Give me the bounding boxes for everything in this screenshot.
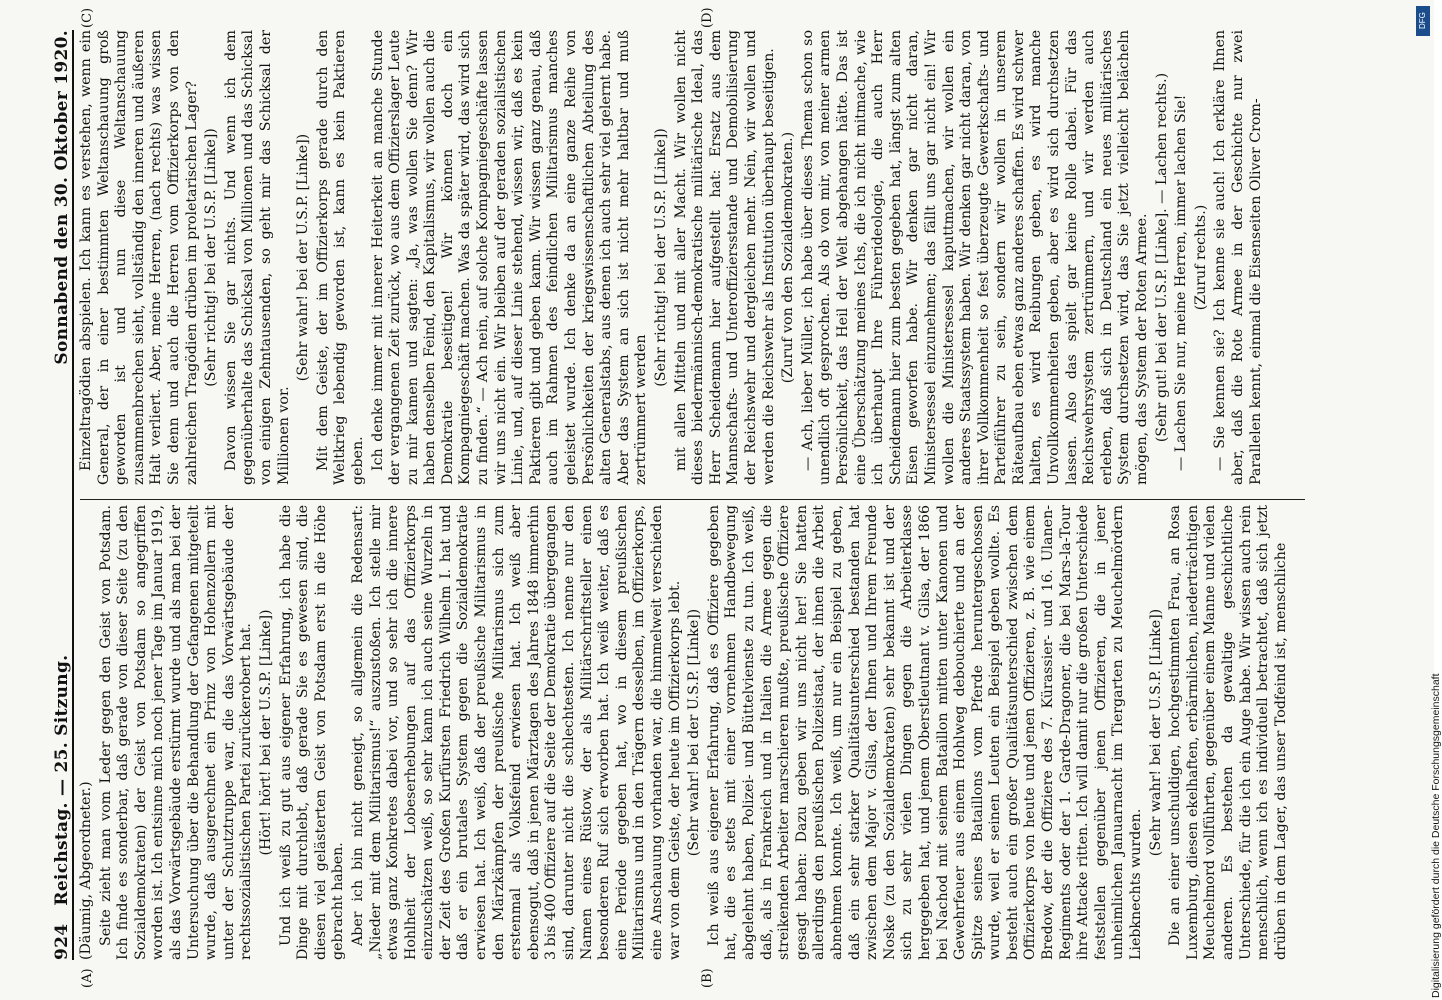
sidebar [1412,8,1442,998]
header-left-title: Reichstag. — 25. Sitzung. [52,654,72,906]
paragraph: (Sehr richtig! bei der U.S.P. [Linke]) [203,128,220,387]
paragraph: (Hört! hört! bei der U.S.P. [Linke]) [257,609,274,856]
paragraph: — Ach, lieber Müller, ich habe über dieses Thema schon so unendlich oft gesprochen. Als ob von mir, von meiner armen Persönlichkeit, das Heil der Welt abgehangen hätte. Das ist eine Überschätzung meines Ichs, die ich nicht mitmache, wie ich überhaupt Ihre Führerideologie, die auch Herr Scheidemann hier zum besten gegeben hat, längst zum alten Eisen geworfen habe. Wir denken gar nicht daran, Ministersessel einzunehmen; das fällt uns gar nicht ein! Wir wollen die Ministersessel kaputtmachen, wir wollen ein anderes Staatssystem haben. Wir denken gar nicht daran, von ihrer Vollkommenheit so fest überzeugte Gewerkschafts- und Parteiführer zu sein, sondern wir wollen in unserem Räteaufbau eben etwas ganz anderes schaffen. Es wird schwer halten, es wird Reibungen geben, es wird manche Unvollkommenheiten geben, aber es wird sich durchsetzen lassen. Also das spielt gar keine Rolle dabei. Für das Reichswehrsystem zertrümmern, und wir werden auch erleben, daß sich in Deutschland ein neues militärisches System durchsetzen wird, das Sie jetzt vielleicht belächeln mögen, das System der Roten Armee. [799,30,1151,485]
dfg-logo: DFG [1416,6,1430,36]
paragraph: Ich denke immer mit innerer Heiterkeit an manche Stunde der vergangenen Zeit zurück, wo aus dem Offizierslager Leute zu mir kamen und sagten: „Ja, was wollen Sie denn? Wir haben denselben Feind, den Kapitalismus, wir wollen auch die Demokratie beseitigen! Wir können doch ein Kompagniegeschäft machen. Was da später wird, das wird sich zu finden.“ — Ach nein, auf solche Kompagniegeschäfte lassen wir uns nicht ein. Wir bleiben auf der geraden sozialistischen Linie, und, auf dieser Linie stehend, wissen wir, daß es kein Paktieren gibt und geben kann. Wir wissen ganz genau, daß auch im Rahmen des feindlichen Militarismus manches geleistet wurde. Ich denke da an eine ganze Reihe von Persönlichkeiten der kriegswissenschaftlichen Abteilung des alten Generalstabs, aus denen ich auch sehr viel gelernt habe. Aber das System an sich ist nicht mehr haltbar und muß zertrümmert werden [369,30,650,485]
paragraph: (Sehr gut! bei der U.S.P. [Linke]. — Lachen rechts.) [1153,72,1170,443]
paragraph: (Sehr wahr! bei der U.S.P. [Linke]) [686,608,703,857]
header-date: Sonnabend den 30. Oktober 1920. [52,30,72,365]
marker-a: (A) [80,968,95,988]
paragraph: (Sehr richtig! bei der U.S.P. [Linke]) [653,128,669,387]
funding-notice: Digitalisierung gefördert durch die Deutsche Forschungsgemeinschaft [1430,673,1442,998]
page-header [32,30,74,960]
paragraph: Die an einer unschuldigen, hochgestimmten Frau, an Rosa Luxemburg, diesen ekelhaften, erbärmlichen, niederträchtigen Meuchelmord vollführten, gegenüber einem Manne und vielen anderen. Es bestehen da gewaltige geschichtliche Unterschiede, für die ich ein Auge habe. Wir wissen auch rein menschlich, wenn ich es individuell betrachtet, daß sich jetzt drüben in dem Lager, das unser Todfeind ist, menschliche [1167,505,1289,960]
paragraph: (Sehr wahr! bei der U.S.P. [Linke]) [295,133,312,382]
page-number: 924 [52,923,72,960]
columns [78,30,1308,960]
paragraph: Seite zieht man vom Leder gegen den Geist von Potsdam. Ich finde es sonderbar, daß gerade von dieser Seite (zu den Sozialdemokraten) der Geist von Potsdam so angegriffen worden ist. Ich entsinne mich noch jener Tage im Januar 1919, als das Vorwärtsgebäude erstürmt wurde und als man bei der Untersuchung über die Behandlung der Gefangenen mitgeteilt wurde, daß ausgerechnet ein Prinz von Hohenzollern mit unter der Schutztruppe war, die das Vorwärtsgebäude der rechtssozialistischen Partei zurückerobert hat. [97,505,255,960]
paragraph: Davon wissen Sie gar nichts. Und wenn ich dem gegenüberhalte das Schicksal von Millionen und das Schicksal von einigen Zehntausenden, so geht mir das Schicksal der Millionen vor. [222,30,292,485]
paragraph: Und ich weiß zu gut aus eigener Erfahrung, ich habe die Dinge mit durchlebt, daß gerade Sie es gewesen sind, die diesen viel gelästerten Geist von Potsdam erst in die Höhe gebracht haben. [277,505,347,960]
paragraph: Ich weiß aus eigener Erfahrung, daß es Offiziere gegeben hat, die es stets mit einer vornehmen Handbewegung abgelehnt haben, Polizei- und Büttelvienste zu tun. Ich weiß, daß, als in Frankreich und in Italien die Armee gegen die streikenden Arbeiter marschieren mußte, preußische Offiziere gesagt haben: Dazu geben wir uns nicht her! Sie hatten allerdings den preußischen Polizeistaat, der ihnen die Arbeit abnehmen konnte. Ich weiß, um nur ein Beispiel zu geben, daß ein sehr starker Qualitätsunterschied bestanden hat zwischen dem Major v. Gilsa, der Ihnen und Ihrem Freunde Noske (zu den Sozialdemokraten) sehr bekannt ist und der sich zu sehr vielen Dingen gegen die Arbeiterklasse hergegeben hat, und jenem Oberstleutnant v. Gilsa, der 1866 bei Nachod mit seinem Bataillon mitten unter Kanonen und Gewehrfeuer aus einem Hohlweg debouchierte und an der Spitze seines Bataillons vom Pferde heruntergeschossen wurde, weil er seinen Leuten ein Beispiel geben wollte. Es besteht auch ein großer Qualitätsunterschied zwischen dem Offizierkorps von heute und jenen Offizieren, z. B. wie einem Bredow, der die Offiziere des 7. Kürassier- und 16. Ulanen-Regiments oder der 1. Garde-Dragoner, die bei Mars-la-Tour ihre Attacke ritten. Ich will damit nur die großen Unterschiede feststellen gegenüber jenen Offizieren, die in jener unheimlichen Januarnacht im Tiergarten zu Meuchelmördern Liebknechts wurden. [705,505,1145,960]
marker-c: (C) [80,7,95,28]
paragraph: mit allen Mitteln und mit aller Macht. Wir wollen nicht dieses biedermännisch-demokratische militärische Ideal, das Herr Scheidemann hier aufgestellt hat: Ersatz aus dem Mannschafts- und Unteroffiziersstande und Demobilisierung der Reichswehr und dergleichen mehr. Nein, wir wollen und werden die Reichswehr als Institution überhaupt beseitigen. [672,30,777,485]
paragraph: Mit dem Geiste, der im Offizierkorps gerade durch den Weltkrieg lebendig geworden ist, kann es kein Paktieren geben. [314,30,366,485]
speaker-label: (Däumig, Abgeordneter.) [78,781,94,960]
paragraph: Einzeltragödien abspielen. Ich kann es verstehen, wenn ein General, der in einer bestimmten Weltanschauung groß geworden ist und nun diese Weltanschauung zusammenbrechen sieht, vollständig den inneren und äußeren Halt verliert. Aber, meine Herren, (nach rechts) was wissen Sie denn und auch die Herren vom Offizierkorps von den zahlreichen Tragödien drüben im proletarischen Lager? [78,30,200,485]
marker-b: (B) [700,968,715,988]
paragraph: — Lachen Sie nur, meine Herren, immer lachen Sie! [1173,94,1190,471]
paragraph: — Sie kennen sie? Ich kenne sie auch! Ich erkläre Ihnen aber, daß die Rote Armee in der Geschichte nur zwei Parallelen kennt, einmal die Eisenseiten Oliver Crom- [1212,30,1264,485]
paragraph: Aber ich bin nicht geneigt, so allgemein die Redensart: „Nieder mit dem Militarismus!“ auszustoßen. Ich stelle mir etwas ganz Konkretes dabei vor, und so sehr ich die innere Hohlheit der Lobeserhebungen auf das Offizierkorps einzuschätzen weiß, so sehr kann ich auch seine Wurzeln in der Zeit des Großen Kurfürsten Friedrich Wilhelm I. hat und daß er ein brutales System gegen die Sozialdemokratie erwiesen hat. Ich weiß, daß der preußische Militarismus in den Märzkämpfen der preußische Militarismus sich zum erstenmal als Volksfeind erwiesen hat. Ich weiß aber ebensogut, daß in jenen Märztagen des Jahres 1848 immerhin 3 bis 400 Offiziere auf die Seite der Demokratie übergegangen sind, darunter nicht die schlechtesten. Ich nenne nur den Namen eines Rüstow, der als Militärschriftsteller einen besonderen Ruf sich erworben hat. Ich weiß weiter, daß es eine Periode gegeben hat, wo in diesem preußischen Militarismus und in den Trägern desselben, im Offizierkorps, eine Anschauung vorhanden war, die himmelweit verschieden war von dem Geiste, der heute im Offizierkorps lebt. [349,505,683,960]
left-column [78,505,1308,960]
paragraph: (Sehr wahr! bei der U.S.P. [Linke]) [1147,608,1164,857]
paragraph: (Zuruf rechts.) [1192,204,1209,311]
right-column [78,30,1308,485]
paragraph: (Zuruf von den Sozialdemokraten.) [780,131,797,384]
marker-d: (D) [700,7,715,28]
